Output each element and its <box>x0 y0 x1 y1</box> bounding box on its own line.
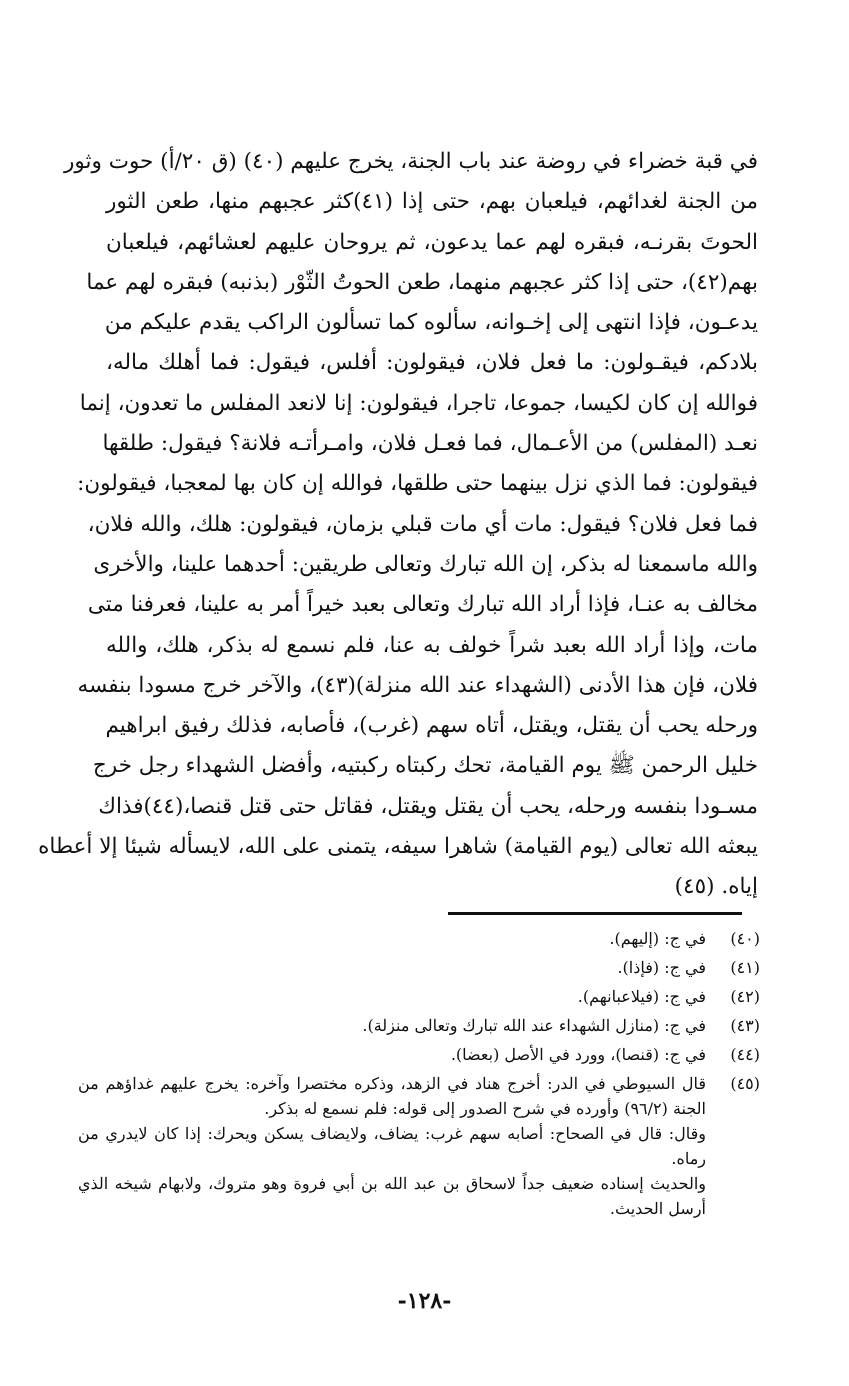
text-line: يبعثه الله تعالى (يوم القيامة) شاهرا سيفه، يتمنى على الله، لايسأله شيئا إلا أعطاه <box>38 834 758 860</box>
footnote-number: (٤٢) <box>730 987 760 1006</box>
footnote-text <box>78 1042 706 1067</box>
footnote-number: (٤٥) <box>730 1074 760 1093</box>
footnote <box>78 984 760 1009</box>
text-line: فلان، فإن هذا الأدنى (الشهداء عند الله منزلة)(٤٣)، والآخر خرج مسودا بنفسه <box>77 672 758 698</box>
text-line: ورحله يحب أن يقتل، ويقتل، أتاه سهم (غرب)، فأصابه، فذلك رفيق ابراهيم <box>105 713 758 739</box>
footnotes <box>78 926 760 1225</box>
footnote-number: (٤٤) <box>730 1045 760 1064</box>
footnote-paragraph: في ج: (فإذا). <box>617 958 706 977</box>
footnote <box>78 1013 760 1038</box>
footnote-separator <box>448 912 742 915</box>
main-text-block <box>38 142 759 908</box>
text-line: من الجنة لغدائهم، فيلعبان بهم، حتى إذا (٤١)كثر عجبهم منها، طعن الثور <box>106 189 759 215</box>
text-line: مات، وإذا أراد الله بعبد شراً خولف به عنا، فلم نسمع له بذكر، هلك، والله <box>106 632 758 658</box>
text-line: مسـودا بنفسه ورحله، يحب أن يقتل ويقتل، فقاتل حتى قتل قنصا،(٤٤)فذاك <box>98 793 758 819</box>
text-line: بلادكم، فيقـولون: ما فعل فلان، فيقولون: أفلس، فيقول: فما أهلك ماله، <box>106 350 758 376</box>
text-line: يدعـون، فإذا انتهى إلى إخـوانه، سألوه كما تسألون الراكب يقدم عليكم من <box>104 310 758 336</box>
footnote-number: (٤٠) <box>730 929 760 948</box>
text-line: إياه. (٤٥) <box>674 874 758 900</box>
text-line: فما فعل فلان؟ فيقول: مات أي مات قبلي بزمان، فيقولون: هلك، والله فلان، <box>87 511 758 537</box>
footnote-paragraph: في ج: (فيلاعبانهم). <box>577 987 706 1006</box>
footnote <box>78 955 760 980</box>
text-line: والله ماسمعنا له بذكر، إن الله تبارك وتعالى طريقين: أحدهما علينا، والأخرى <box>93 551 758 577</box>
footnote <box>78 1042 760 1067</box>
footnote <box>78 926 760 951</box>
footnote <box>78 1071 760 1221</box>
footnote-paragraph: في ج: (قنصا)، وورد في الأصل (بعضا). <box>450 1045 706 1064</box>
text-line: في قبة خضراء في روضة عند باب الجنة، يخرج عليهم (٤٠) (ق ٢٠/أ) حوت وثور <box>64 149 758 174</box>
footnote-number: (٤٣) <box>730 1016 760 1035</box>
text-line: مخالف به عنـا، فإذا أراد الله تبارك وتعالى بعبد خيراً أمر به علينا، فعرفنا متى <box>87 592 758 618</box>
footnote-paragraph: في ج: (منازل الشهداء عند الله تبارك وتعالى منزلة). <box>362 1016 706 1035</box>
footnote-paragraph: في ج: (إليهم). <box>609 929 706 948</box>
text-line: نعـد (المفلس) من الأعـمال، فما فعـل فلان، وامـرأتـه فلانة؟ فيقول: طلقها <box>102 431 758 457</box>
text-line: خليل الرحمن ﷺ يوم القيامة، تحك ركبتاه ركبتيه، وأفضل الشهداء رجل خرج <box>92 753 758 779</box>
footnote-text <box>78 1071 706 1221</box>
text-line: فيقولون: فما الذي نزل بينهما حتى طلقها، فوالله إن كان بها لمعجبا، فيقولون: <box>77 471 758 497</box>
footnote-text <box>78 926 706 951</box>
footnote-text <box>78 955 706 980</box>
text-line: الحوتَ بقرنـه، فبقره لهم عما يدعون، ثم يروحان عليهم لعشائهم، فيلعبان <box>106 229 758 255</box>
text-line: بهم(٤٢)، حتى إذا كثر عجبهم منهما، طعن الحوتُ الثّوْر (بذنبه) فبقره لهم عما <box>86 269 758 295</box>
text-line: فوالله إن كان لكيسا، جموعا، تاجرا، فيقولون: إنا لانعد المفلس ما تعدون، إنما <box>79 390 758 416</box>
footnote-number: (٤١) <box>730 958 760 977</box>
footnote-text <box>78 984 706 1009</box>
footnote-text <box>78 1013 706 1038</box>
footnote-paragraph: قال السيوطي في الدر: أخرج هناد في الزهد، وذكره مختصرا وآخره: يخرج عليهم غداؤهم من الجنة (٩٦/٢) وأورده في شرح الصدور إلى قوله: فلم نسمع له بذكر. <box>78 1074 706 1118</box>
page-number: -١٢٨- <box>397 1288 452 1314</box>
footnote-paragraph: والحديث إسناده ضعيف جداً لاسحاق بن عبد الله بن أبي فروة وهو متروك، ولابهام شيخه الذي أرسل الحديث. <box>78 1174 706 1218</box>
footnote-paragraph: وقال: قال في الصحاح: أصابه سهم غرب: يضاف، ولايضاف يسكن ويحرك: إذا كان لايدري من رماه. <box>78 1124 706 1168</box>
